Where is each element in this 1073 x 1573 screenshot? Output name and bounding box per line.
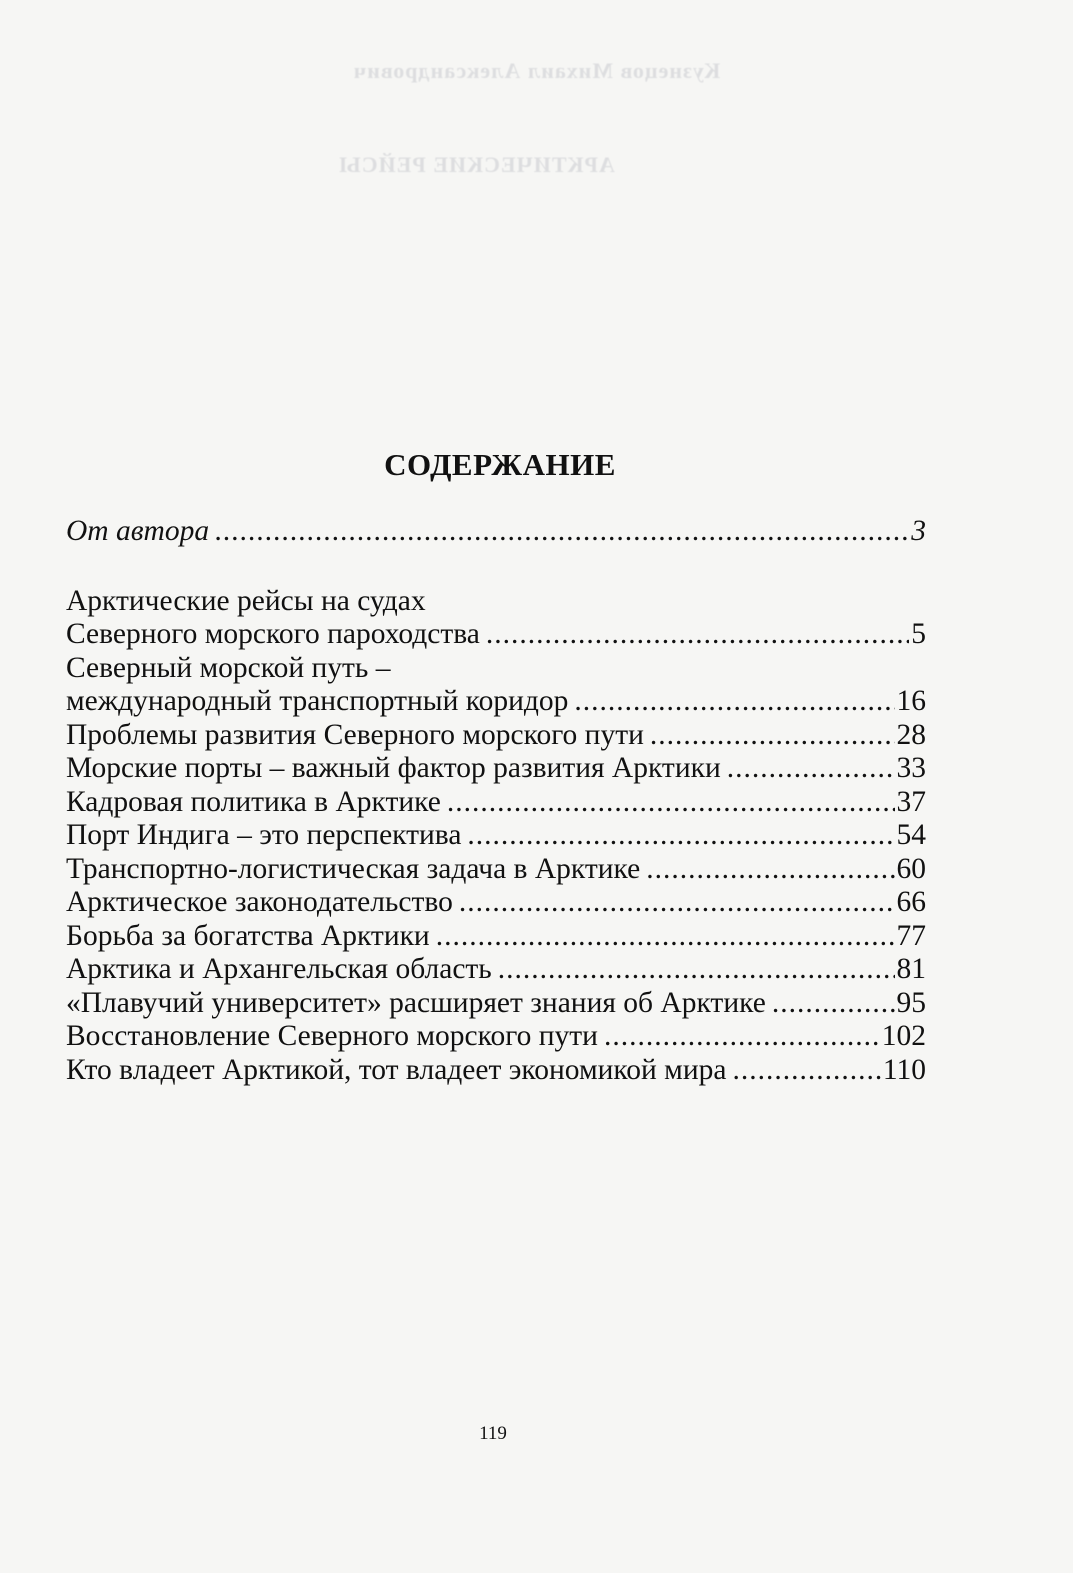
toc-entry-line: [66, 618, 926, 652]
toc-leader-dots: [486, 618, 909, 652]
toc-entry: [66, 719, 926, 753]
toc-entry: [66, 853, 926, 887]
toc-entry-line: [66, 886, 926, 920]
toc-entry: [66, 819, 926, 853]
toc-entry-line: [66, 786, 926, 820]
toc-entry-line: [66, 685, 926, 719]
table-of-contents: [66, 515, 926, 1087]
toc-entry-title: Северного морского пароходства: [66, 618, 480, 650]
toc-leader-dots: [732, 1054, 880, 1088]
toc-entry-line: [66, 515, 926, 549]
toc-entry: [66, 953, 926, 987]
toc-entry-page: 54: [896, 819, 926, 851]
toc-entry: [66, 920, 926, 954]
toc-entry-line: [66, 752, 926, 786]
toc-entry-title: Морские порты – важный фактор развития Арктики: [66, 752, 721, 784]
toc-entry: [66, 515, 926, 549]
toc-entry-title: Борьба за богатства Арктики: [66, 919, 430, 952]
toc-entry-line: [66, 1020, 926, 1054]
toc-heading: СОДЕРЖАНИЕ: [384, 447, 616, 482]
toc-leader-dots: [646, 853, 894, 887]
toc-entry-line: [66, 987, 926, 1021]
toc-leader-dots: [574, 685, 894, 719]
toc-entry-line: [66, 920, 926, 954]
toc-entry-line: [66, 819, 926, 853]
toc-entry-page: 66: [896, 886, 926, 918]
toc-entry-page: 81: [896, 953, 926, 985]
toc-entry-title: Кто владеет Арктикой, тот владеет экономикой мира: [66, 1053, 727, 1086]
toc-entry-line: [66, 853, 926, 887]
toc-entry-page: 95: [896, 986, 926, 1019]
toc-entry: [66, 1054, 926, 1088]
toc-leader-dots: [498, 953, 895, 987]
toc-entry-page: 77: [896, 919, 926, 952]
toc-leader-dots: [772, 987, 895, 1021]
toc-entry: [66, 652, 926, 719]
toc-entry-page: 3: [911, 515, 926, 547]
toc-entry-title: Транспортно-логистическая задача в Арктике: [66, 852, 641, 885]
toc-entry-title: Северный морской путь –: [66, 651, 391, 684]
page-number: 119: [479, 1423, 507, 1444]
bleed-through-author: Кузнецов Михаил Александрович: [352, 58, 721, 83]
toc-leader-dots: [604, 1020, 880, 1054]
toc-leader-dots: [436, 920, 895, 954]
toc-entry-line: [66, 953, 926, 987]
toc-entry-page: 16: [896, 685, 926, 717]
toc-entry-title: Проблемы развития Северного морского пути: [66, 718, 644, 751]
toc-leader-dots: [467, 819, 894, 853]
toc-entry: [66, 786, 926, 820]
toc-entry-title: Арктические рейсы на судах: [66, 584, 426, 617]
toc-entry-page: 5: [911, 618, 926, 650]
toc-entry-line-continued: [66, 585, 926, 619]
toc-entry-page: 102: [881, 1020, 926, 1052]
toc-entry: [66, 987, 926, 1021]
toc-entry-title: международный транспортный коридор: [66, 685, 569, 717]
toc-entry-line-continued: [66, 652, 926, 686]
toc-entry-page: 33: [896, 752, 926, 784]
toc-entry-line: [66, 1054, 926, 1088]
toc-entry-title: Восстановление Северного морского пути: [66, 1020, 598, 1052]
toc-entry: [66, 1020, 926, 1054]
toc-entry: [66, 886, 926, 920]
bleed-through-title: АРКТИЧЕСКИЕ РЕЙСЫ: [338, 152, 615, 177]
toc-entry-line: [66, 719, 926, 753]
toc-entry-title: Порт Индига – это перспектива: [66, 819, 462, 851]
toc-entry-page: 37: [896, 785, 926, 818]
toc-leader-dots: [459, 886, 895, 920]
toc-leader-dots: [215, 515, 909, 549]
toc-entry: [66, 585, 926, 652]
toc-entry-title: От автора: [66, 515, 210, 547]
toc-entry-page: 60: [896, 852, 926, 885]
toc-entry-title: «Плавучий университет» расширяет знания об Арктике: [66, 986, 766, 1019]
toc-leader-dots: [727, 752, 895, 786]
toc-entry: [66, 752, 926, 786]
toc-entry-title: Арктическое законодательство: [66, 886, 453, 918]
toc-entry-page: 110: [882, 1053, 926, 1086]
toc-entry-title: Арктика и Архангельская область: [66, 953, 492, 985]
toc-leader-dots: [447, 786, 895, 820]
toc-leader-dots: [650, 719, 895, 753]
toc-entry-title: Кадровая политика в Арктике: [66, 785, 441, 818]
toc-entry-page: 28: [896, 718, 926, 751]
